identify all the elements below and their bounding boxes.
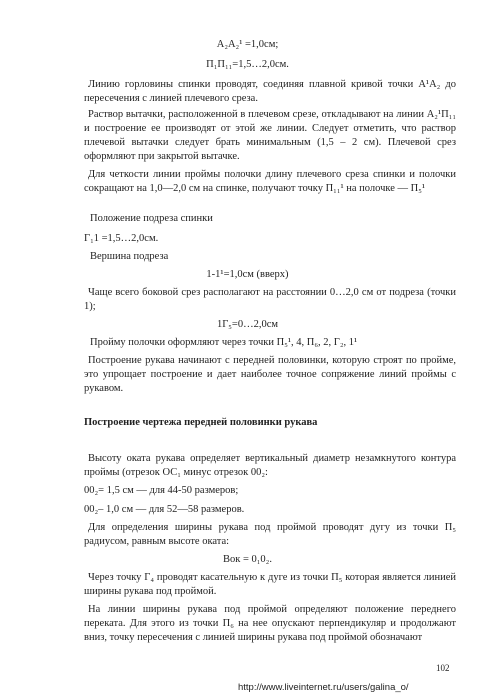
paragraph-tangent: Через точку Г₄ проводят касательную к дуге из точки П₅ которая является линией ширины рукава под проймой.: [84, 572, 456, 597]
paragraph-dart: Раствор вытачки, расположенной в плечевом срезе, откладывают на линии А₂¹П₁₁ и построение ее производят от этой же линии. Следует отметить, что раствор плечевой вытачки следует брать минимальным (1,5 – 2 см). Плечевой срез оформляют при закрытой вытачке.: [84, 109, 456, 162]
paragraph-neckline: Линию горловины спинки проводят, соединяя плавной кривой точки А¹А₂ до пересечения с линией плечевого среза.: [84, 79, 456, 104]
paragraph-front-roll: На линии ширины рукава под проймой определяют положение переднего переката. Для этого из точки П₆ на нее опускают перпендикуляр и продолжают вниз, точку пересечения с линией ширины рукава под проймой обозначают: [84, 604, 456, 643]
paragraph-sleeve-width: Для определения ширины рукава под проймой проводят дугу из точки П₅ радиусом, равным высоте оката:: [84, 522, 456, 547]
formula-line-2: П₁П₁₁=1,5…2,0см.: [206, 59, 289, 70]
footer-url: http://www.liveinternet.ru/users/galina_o/: [238, 682, 409, 693]
formula-1g5: 1Г₅=0…2,0см: [216, 319, 279, 330]
paragraph-armhole-points: Пройму полочки оформляют через точки П₅¹, 4, П₆, 2, Г₂, 1¹: [90, 337, 358, 348]
paragraph-undercut-position: Положение подреза спинки: [90, 213, 213, 224]
formula-g1: Г₁1 =1,5…2,0см.: [84, 233, 159, 244]
paragraph-undercut-top: Вершина подреза: [90, 251, 169, 262]
formula-vok: Вок = 0₁0₂.: [223, 554, 272, 565]
paragraph-sleeve-start: Построение рукава начинают с передней половинки, которую строят по пройме, это упрощает построение и дает наиболее точное сопряжение линий проймы с рукавом.: [84, 355, 456, 394]
formula-size-52-58: 00₂– 1,0 см — для 52—58 размеров.: [84, 504, 245, 515]
page-number: 102: [436, 663, 450, 673]
paragraph-armhole-clarity: Для четкости линии проймы полочки длину плечевого среза спинки и полочки сокращают на 1,0—2,0 см на спинке, получают точку П₁₁¹ на полочке — П₅¹: [84, 169, 456, 194]
formula-line-1: A₂A₂¹ =1,0см;: [216, 39, 279, 50]
section-heading: Построение чертежа передней половинки рукава: [84, 417, 318, 428]
paragraph-side-seam: Чаще всего боковой срез располагают на расстоянии 0…2,0 см от подреза (точки 1);: [84, 287, 456, 312]
paragraph-cap-height: Высоту оката рукава определяет вертикальный диаметр незамкнутого контура проймы (отрезок ОС₁ минус отрезок 00₂:: [84, 453, 456, 478]
formula-1-1: 1-1¹=1,0см (вверх): [206, 269, 289, 280]
formula-size-44-50: 00₂= 1,5 см — для 44-50 размеров;: [84, 485, 239, 496]
